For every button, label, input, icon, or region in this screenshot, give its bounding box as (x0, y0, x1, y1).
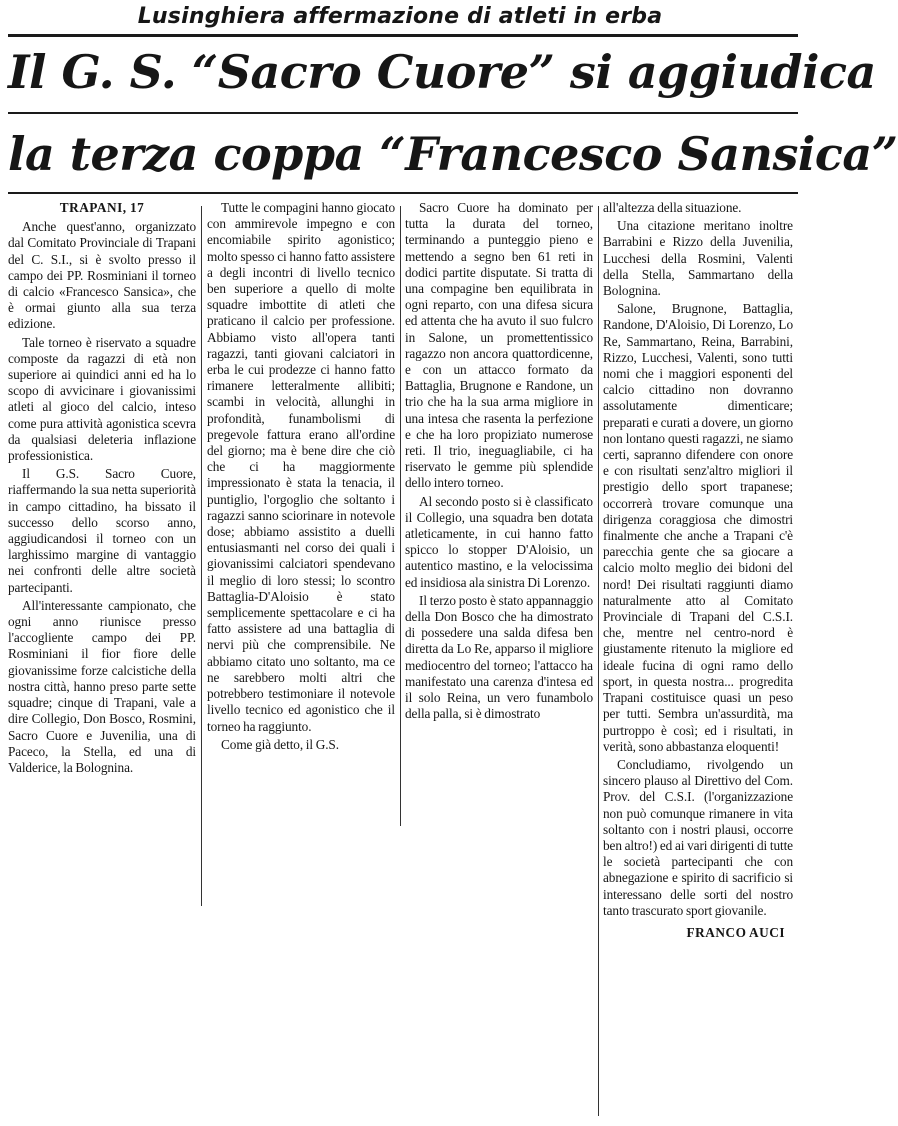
column-divider (400, 206, 401, 826)
paragraph: Sacro Cuore ha dominato per tutta la durata del torneo, terminando a punteggio pieno e mettendo a segno ben 61 reti in dodici partite disputate. Si tratta di una compagine ben equilibrata in ogni reparto, con una difesa sicura ed attenta che ha avuto il suo fulcro in Salone, un promettentissico ragazzo non ancora quattordicenne, e con un attacco formato da Battaglia, Brugnone e Randone, un trio che ha la sua arma migliore in una intesa che rasenta la perfezione e che ha loro propiziato numerose reti. Il trio, ineguagliabile, ci ha riservato le gemme più splendide dello intero torneo. (405, 200, 593, 491)
article-column-1 (8, 200, 196, 778)
paragraph: Una citazione meritano inoltre Barrabini e Rizzo della Juvenilia, Lucchesi della Rosmini, Valenti della Stella, Sammartano della Bolognina. (603, 218, 793, 299)
headline-line-2: la terza coppa “Francesco Sansica” (8, 127, 898, 181)
article-kicker: Lusinghiera affermazione di atleti in erba (137, 4, 663, 29)
paragraph: Concludiamo, rivolgendo un sincero plauso al Direttivo del Com. Prov. del C.S.I. (l'organizzazione non può comunque rimanere in vita soltanto con i nostri plausi, occorre ben altro!) ed ai vari dirigenti di tutte le società partecipanti che con abnegazione e spirito di sacrificio si interessano delle sorti del nostro tanto trascurato sport giovanile. (603, 756, 793, 918)
paragraph: Al secondo posto si è classificato il Collegio, una squadra ben dotata atleticamente, in cui hanno fatto spicco lo stopper D'Aloisio, un autentico mastino, e la velocissima ed insidiosa ala sinistra Di Lorenzo. (405, 493, 593, 590)
paragraph: All'interessante campionato, che ogni anno riunisce presso l'accogliente campo dei PP. Rosminiani il fior fiore delle giovanissime forze calcistiche della nostra città, hanno preso parte sette squadre; cinque di Trapani, vale a dire Collegio, Don Bosco, Rosmini, Sacro Cuore e Juvenilia, una di Paceco, la Stella, ed una di Valderice, la Bolognina. (8, 597, 196, 775)
paragraph: Il terzo posto è stato appannaggio della Don Bosco che ha dimostrato di possedere una salda difesa ben diretta da Lo Re, apparso il migliore mediocentro del torneo; l'attacco ha manifestato una carenza d'intesa ed il solo Reina, un vero funambolo della palla, si è dimostrato (405, 592, 593, 722)
column-divider (201, 206, 202, 906)
paragraph: Tutte le compagini hanno giocato con ammirevole impegno e con encomiabile spirito agonistico; molto spesso ci hanno fatto assistere a degli incontri di livello tecnico ben superiore a quello di molte squadre imbottite di atleti che praticano il calcio per professione. Abbiamo visto all'opera tanti ragazzi, tanti giovani calciatori in erba le cui prodezze ci hanno fatto rimanere letteralmente allibiti; scambi in velocità, allunghi in profondità, funambolismi di pregevole fattura erano all'ordine del giorno; ma è bene dire che ciò che ci ha maggiormente impressionato è stata la tenacia, il puntiglio, l'orgoglio che soltanto i ragazzi sanno sciorinare in notevole dose; abbiamo assistito a duelli entusiasmanti nel corso dei quali i giovanissimi calciatori spendevano il meglio di loro stessi; lo scontro Battaglia-D'Aloisio è stato semplicemente spettacolare e ci ha fatto assistere ad una battaglia di nervi più che comprensibile. Ne abbiamo citato uno soltanto, ma ce ne sarebbero molti altri che potrebbero testimoniare il notevole livello tecnico ed agonistico che il torneo ha raggiunto. (207, 200, 395, 734)
column-divider (598, 206, 599, 1116)
kicker-rule (8, 34, 798, 37)
headline-bottom-rule (8, 192, 798, 194)
paragraph: Come già detto, il G.S. (221, 736, 339, 752)
headline-line-1: Il G. S. “Sacro Cuore” si aggiudica (8, 45, 876, 99)
article-column-3 (405, 200, 593, 725)
paragraph: Tale torneo è riservato a squadre composte da ragazzi di età non superiore ai quindici anni ed ha lo scopo di avvicinare i giovanissimi atleti al gioco del calcio, inteso come pura attività agonistica scevra da qualsiasi deleteria inflazione professionistica. (8, 334, 196, 464)
paragraph: Salone, Brugnone, Battaglia, Randone, D'Aloisio, Di Lorenzo, Lo Re, Sammartano, Reina, Barrabini, Rizzo, Lucchesi, Valenti, sono tutti nomi che i maggiori esponenti del calcio cittadino non dovranno assolutamente dimenticare; preparati e curati a dovere, un giorno non lontano questi ragazzi, ne siamo certi, sapranno difendere con onore e con risultati senz'altro migliori il prestigio dello sport trapanese; occorrerà trovare comunque una dirigenza coraggiosa che dimostri finalmente che anche a Trapani c'è parecchia gente che sa giocare a calcio molto meglio dei bidoni del nord! Dei risultati raggiunti diamo naturalmente atto al Comitato Provinciale di Trapani del C.S.I. che, mentre nel centro-nord è giustamente ritenuto la migliore ed ideale fucina di ogni ramo dello sport, in questa nostra... progredita Trapani costituisce quasi un peso per tutti. Sembra un'assurdità, ma purtroppo è così; ed i risultati, in verità, sono abbastanza eloquenti! (603, 301, 793, 754)
paragraph: all'altezza della situazione. (603, 200, 742, 215)
byline: FRANCO AUCI (686, 924, 785, 940)
paragraph: Il G.S. Sacro Cuore, riaffermando la sua netta superiorità in campo cittadino, ha bissato il successo dello scorso anno, aggiudicandosi il torneo con un larghissimo margine di vantaggio nei confronti delle altre società partecipanti. (8, 466, 196, 595)
headline-divider (8, 112, 798, 114)
article-column-4 (603, 200, 793, 943)
dateline: TRAPANI, 17 (59, 200, 145, 215)
article-column-2 (207, 200, 395, 755)
paragraph: Anche quest'anno, organizzato dal Comitato Provinciale di Trapani del C. S.I., si è svolto presso il campo dei PP. Rosminiani il torneo di calcio «Francesco Sansica», che è ormai giunto alla sua terza edizione. (8, 219, 196, 332)
